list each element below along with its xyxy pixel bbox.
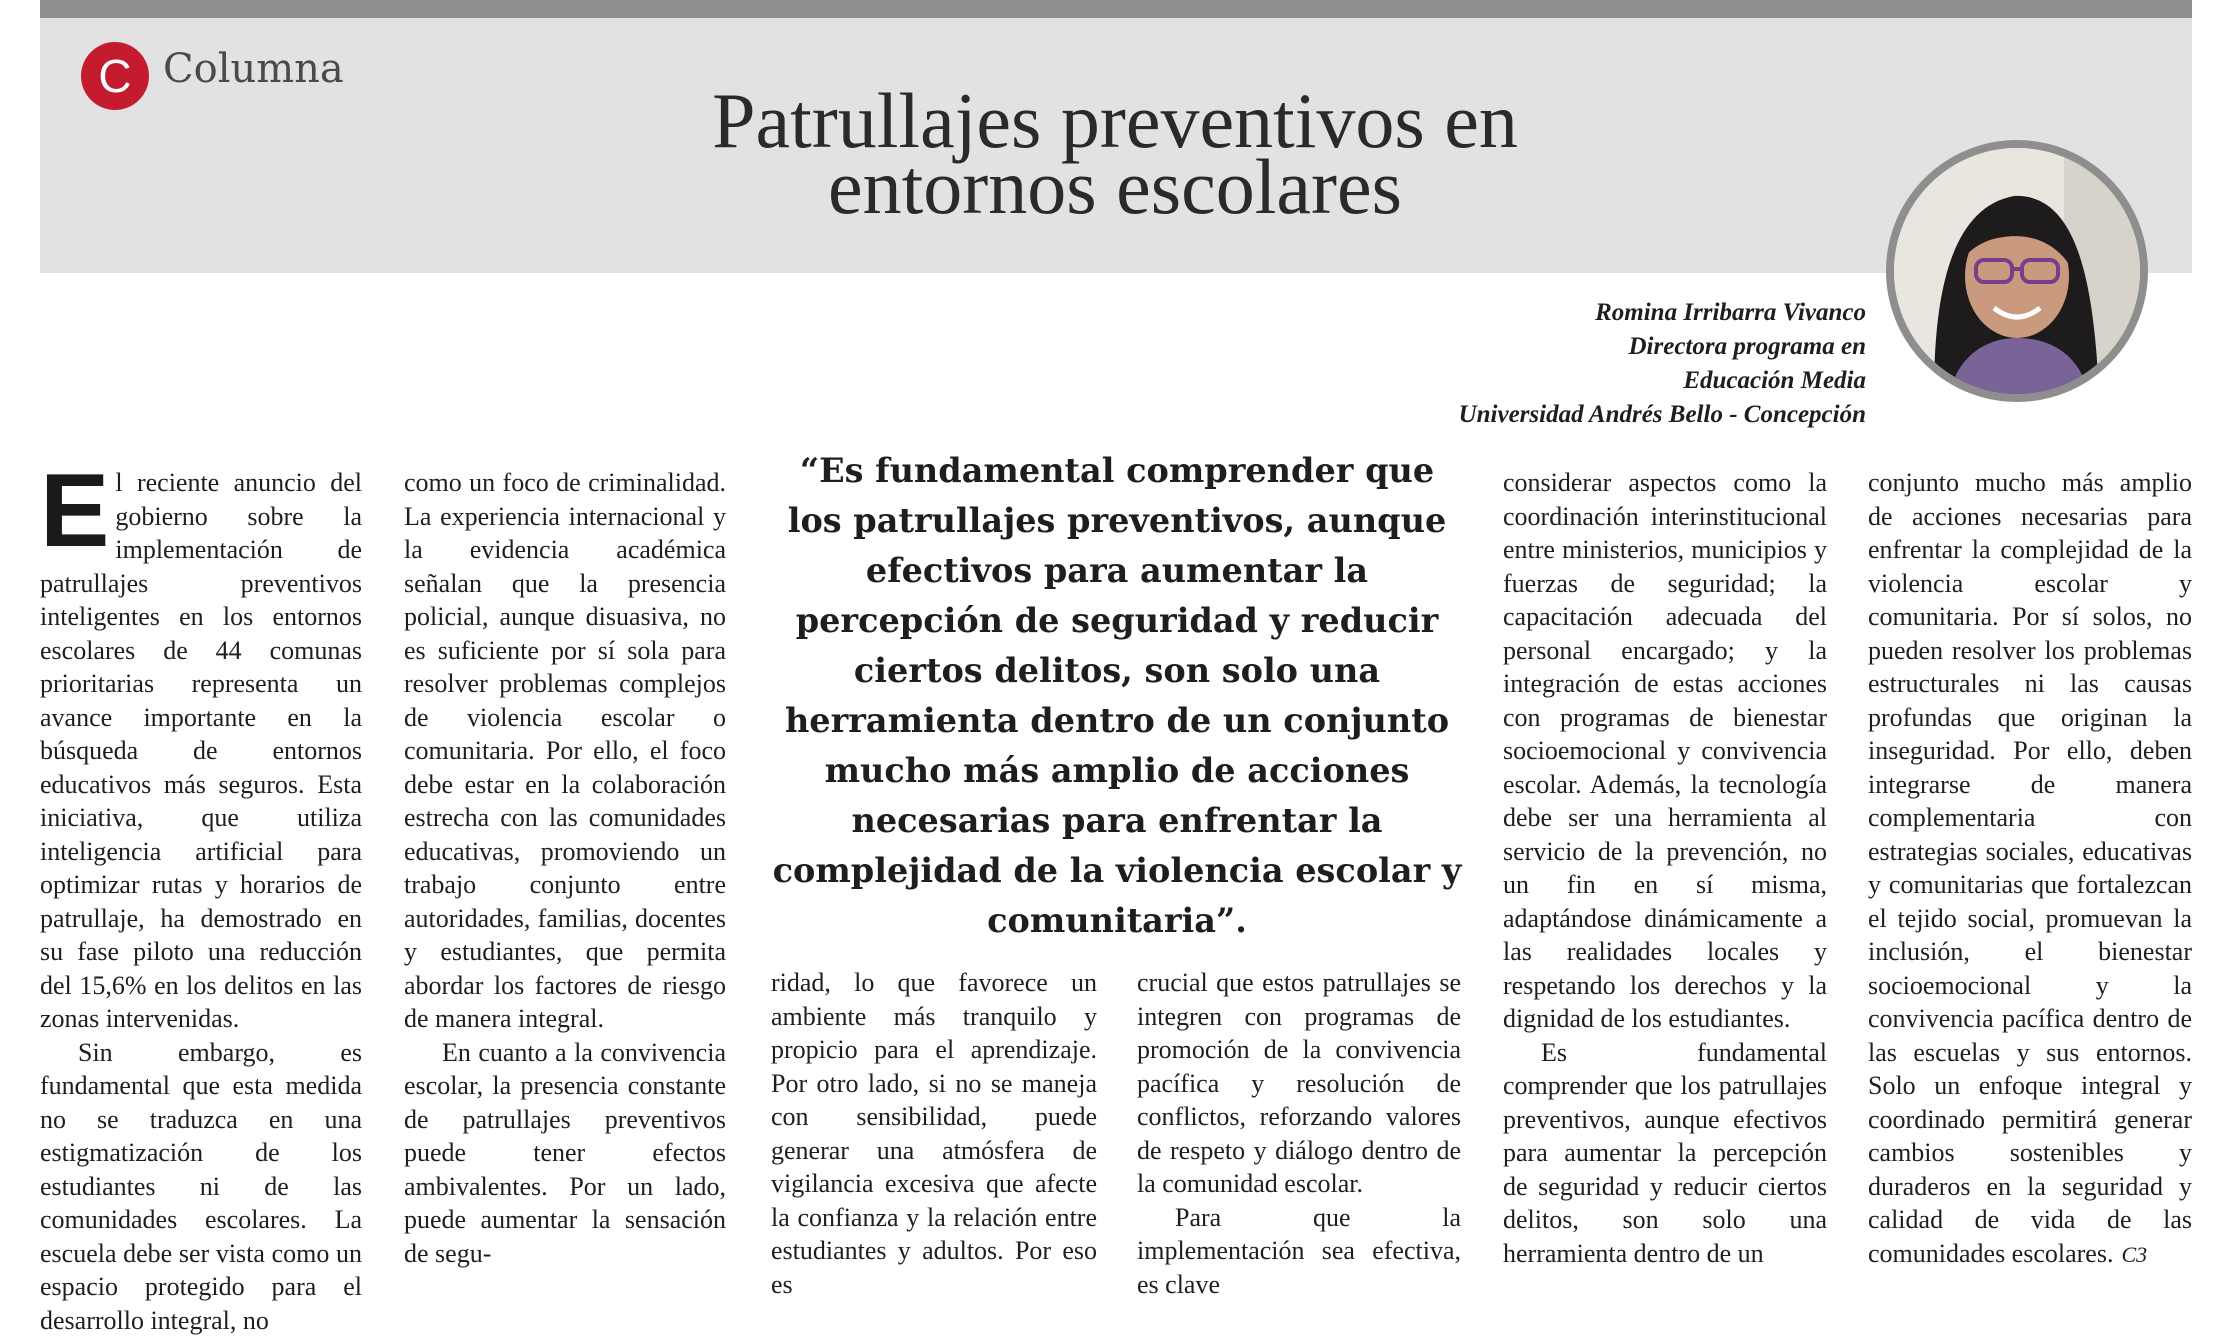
top-rule xyxy=(40,0,2192,18)
author-role-line-1: Directora programa en xyxy=(1459,330,1866,364)
paragraph: Sin embargo, es fundamental que esta medida no se traduzca en una estigmatización de los estudiantes ni de las comunidades escolares. La escuela debe ser vista como un espacio protegido para el desarrollo integral, no xyxy=(40,1036,362,1337)
paragraph: Para que la implementación sea efectiva, es clave xyxy=(1137,1201,1461,1302)
paragraph: En cuanto a la convivencia escolar, la presencia constante de patrullajes preventivos puede tener efectos ambivalentes. Por un lado, puede aumentar la sensación de segu- xyxy=(404,1036,726,1271)
section-label: Columna xyxy=(163,46,344,92)
title-line-1: Patrullajes preventivos en xyxy=(712,77,1518,164)
author-portrait xyxy=(1886,140,2148,402)
body-column-3 xyxy=(771,966,1097,1301)
paragraph: considerar aspectos como la coordinación interinstitucional entre ministerios, municipios y fuerzas de seguridad; la capacitación adecuada del personal encargado; y la integración de estas acciones con programas de bienestar socioemocional y convivencia escolar. Además, la tecnología debe ser una herramienta al servicio de la prevención, no un fin en sí misma, adaptándose dinámicamente a las realidades locales y respetando los derechos y la dignidad de los estudiantes. xyxy=(1503,466,1827,1036)
section-badge-icon: C xyxy=(81,42,149,110)
paragraph: conjunto mucho más amplio de acciones necesarias para enfrentar la complejidad de la violencia escolar y comunitaria. Por sí solos, no pueden resolver los problemas estructurales ni las causas profundas que originan la inseguridad. Por ello, deben integrarse de manera complementaria con estrategias sociales, educativas y comunitarias que fortalezcan el tejido social, promuevan la inclusión, el bienestar socioemocional y la convivencia pacífica dentro de las escuelas y sus entornos. Solo un enfoque integral y coordinado permitirá generar cambios sostenibles y duraderos en la seguridad y calidad de vida de las comunidades escolares. C3 xyxy=(1868,466,2192,1271)
body-column-2 xyxy=(404,466,726,1270)
body-column-4 xyxy=(1137,966,1461,1301)
author-byline xyxy=(1459,296,1866,432)
author-name: Romina Irribarra Vivanco xyxy=(1459,296,1866,330)
drop-cap: E xyxy=(40,470,109,552)
author-portrait-illustration xyxy=(1894,148,2140,394)
title-line-2: entornos escolares xyxy=(828,143,1402,230)
body-column-5 xyxy=(1503,466,1827,1270)
paragraph: Es fundamental comprender que los patrullajes preventivos, aunque efectivos para aumentar la percepción de seguridad y reducir ciertos delitos, son solo una herramienta dentro de un xyxy=(1503,1036,1827,1271)
paragraph: El reciente anuncio del gobierno sobre la implementación de patrullajes preventivos inteligentes en los entornos escolares de 44 comunas prioritarias representa un avance importante en la búsqueda de entornos educativos más seguros. Esta iniciativa, que utiliza inteligencia artificial para optimizar rutas y horarios de patrullaje, ha demostrado en su fase piloto una reducción del 15,6% en los delitos en las zonas intervenidas. xyxy=(40,466,362,1036)
paragraph: como un foco de criminalidad. La experiencia internacional y la evidencia académica señalan que la presencia policial, aunque disuasiva, no es suficiente por sí sola para resolver problemas complejos de violencia escolar o comunitaria. Por ello, el foco debe estar en la colaboración estrecha con las comunidades educativas, promoviendo un trabajo conjunto entre autoridades, familias, docentes y estudiantes, que permita abordar los factores de riesgo de manera integral. xyxy=(404,466,726,1036)
end-mark-icon: C3 xyxy=(2121,1242,2147,1267)
body-column-1 xyxy=(40,466,362,1337)
author-role-line-2: Educación Media xyxy=(1459,364,1866,398)
paragraph: ridad, lo que favorece un ambiente más tranquilo y propicio para el aprendizaje. Por otro lado, si no se maneja con sensibilidad, puede generar una atmósfera de vigilancia excesiva que afecte la confianza y la relación entre estudiantes y adultos. Por eso es xyxy=(771,966,1097,1301)
pull-quote: “Es fundamental comprender que los patrullajes preventivos, aunque efectivos para aumentar la percepción de seguridad y reducir ciertos delitos, son solo una herramienta dentro de un conjunto mucho más amplio de acciones necesarias para enfrentar la complejidad de la violencia escolar y comunitaria”. xyxy=(770,446,1464,946)
author-affiliation: Universidad Andrés Bello - Concepción xyxy=(1459,398,1866,432)
article-title xyxy=(600,88,1630,220)
body-column-6 xyxy=(1868,466,2192,1271)
paragraph: crucial que estos patrullajes se integren con programas de promoción de la convivencia pacífica y resolución de conflictos, reforzando valores de respeto y diálogo dentro de la comunidad escolar. xyxy=(1137,966,1461,1201)
